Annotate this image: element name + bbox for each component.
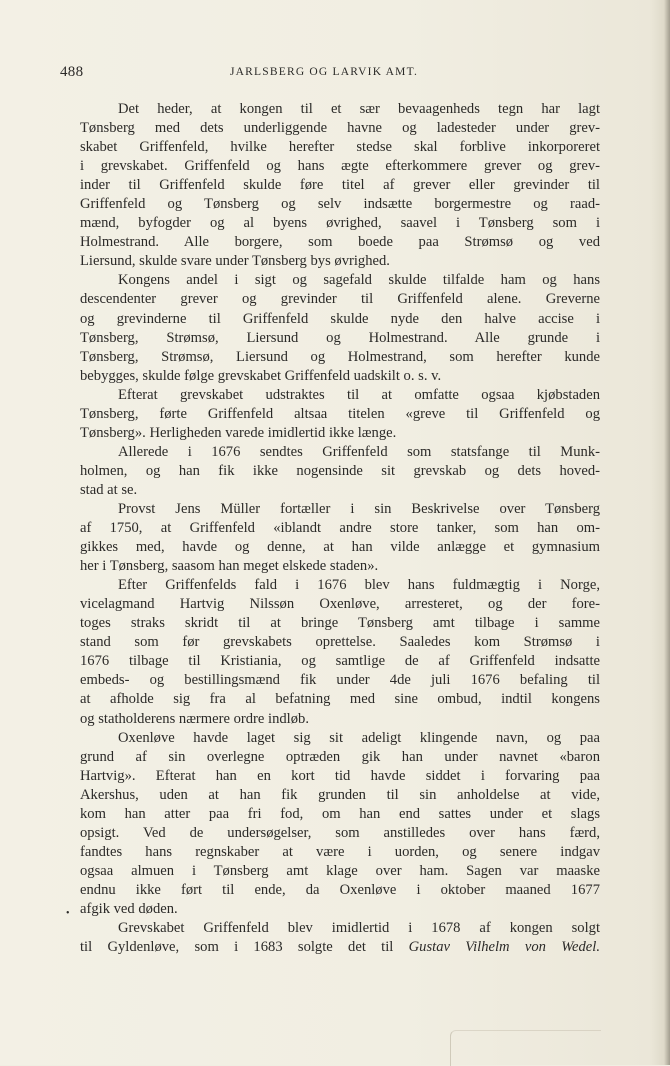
- body-text: [80, 100, 600, 957]
- text-line: stand som før grevskabets oprettelse. Saaledes kom Strømsø i: [80, 634, 600, 651]
- text-line: stad at se.: [80, 481, 138, 498]
- text-line: afgik ved døden.: [80, 900, 178, 917]
- italic-name: Gustav Vilhelm von Wedel.: [408, 939, 600, 956]
- running-title: JARLSBERG OG LARVIK AMT.: [230, 66, 419, 78]
- text-line: af 1750, at Griffenfeld «iblandt andre store tanker, som han om-: [80, 520, 600, 537]
- text-line: Tønsberg, førte Griffenfeld altsaa titelen «greve til Griffenfeld og: [80, 405, 600, 422]
- text-line: fandtes hans regnskaber at være i uorden, og senere indgav: [80, 843, 600, 860]
- text-line: inder til Griffenfeld skulde føre titel af grever eller grevinder til: [80, 177, 600, 194]
- text-line: Provst Jens Müller fortæller i sin Beskrivelse over Tønsberg: [118, 500, 600, 517]
- margin-bullet-mark: •: [66, 908, 70, 919]
- text-line: skabet Griffenfeld, hvilke herefter stedse skal forblive inkorporeret: [80, 139, 600, 156]
- final-text-line: [80, 938, 600, 957]
- text-line: ogsaa almuen i Tønsberg amt klage over ham. Sagen var maaske: [80, 862, 600, 879]
- text-line: bebygges, skulde følge grevskabet Griffenfeld uadskilt o. s. v.: [80, 367, 442, 384]
- text-line: vicelagmand Hartvig Nilssøn Oxenløve, arresteret, og der fore-: [80, 596, 600, 613]
- text-line: og grevinderne til Griffenfeld skulde nyde den halve accise i: [80, 310, 600, 327]
- text-line: i grevskabet. Griffenfeld og hans ægte efterkommere grever og grev-: [80, 158, 600, 175]
- text-line: opsigt. Ved de undersøgelser, som anstilledes over hans færd,: [80, 824, 600, 841]
- text-line: Kongens andel i sigt og sagefald skulde tilfalde ham og hans: [118, 272, 600, 289]
- text-line: endnu ikke ført til ende, da Oxenløve i oktober maaned 1677: [80, 881, 600, 898]
- text-line: Det heder, at kongen til et sær bevaagenheds tegn har lagt: [118, 101, 600, 117]
- page-header: [60, 64, 600, 84]
- text-line: kom han atter paa fri fod, om han end sattes under et slags: [80, 805, 600, 822]
- text-line: Tønsberg med dets underliggende havne og ladesteder under grev-: [80, 120, 600, 137]
- text-line: mænd, byfogder og al byens øvrighed, saavel i Tønsberg som i: [80, 215, 600, 232]
- text-line: 1676 tilbage til Kristiania, og samtlige de af Griffenfeld indsatte: [80, 653, 600, 670]
- text-line: grund af sin overlegne optræden gik han under navnet «baron: [80, 748, 600, 765]
- text-line: at afholde sig fra al befatning med sine ombud, indtil kongens: [80, 691, 600, 708]
- text-line: Holmestrand. Alle borgere, som boede paa Strømsø og ved: [80, 234, 600, 251]
- text-line: Grevskabet Griffenfeld blev imidlertid i 1678 af kongen solgt: [118, 920, 600, 937]
- page-number: 488: [60, 64, 84, 80]
- text-line: embeds- og bestillingsmænd fik under 4de juli 1676 befaling til: [80, 672, 600, 689]
- text-line: her i Tønsberg, saasom han meget elskede staden».: [80, 558, 379, 575]
- text-line: Allerede i 1676 sendtes Griffenfeld som statsfange til Munk-: [118, 443, 600, 460]
- text-line: descendenter grever og grevinder til Griffenfeld alene. Greverne: [80, 291, 600, 308]
- text-line: Tønsberg». Herligheden varede imidlertid ikke længe.: [80, 424, 397, 441]
- text-line: holmen, og han fik ikke nogensinde sit grevskab og dets hoved-: [80, 462, 600, 479]
- text-line: Akershus, uden at han fik grunden til sin anholdelse at vide,: [80, 786, 600, 803]
- text-line: Hartvig». Efterat han en kort tid havde siddet i forvaring paa: [80, 767, 600, 784]
- text-line: toges straks skridt til at bringe Tønsberg amt tilbage i samme: [80, 615, 600, 632]
- text-line: Efterat grevskabet udstraktes til at omfatte ogsaa kjøbstaden: [118, 386, 600, 403]
- page-edge-shadow: [664, 0, 670, 1065]
- page-smudge: [450, 1030, 601, 1066]
- text-line: Efter Griffenfelds fald i 1676 blev hans fuldmægtig i Norge,: [118, 577, 600, 594]
- text-line: Tønsberg, Strømsø, Liersund og Holmestrand, som herefter kunde: [80, 348, 600, 365]
- text-line: Griffenfeld og Tønsberg og selv indsætte borgermestre og raad-: [80, 196, 600, 213]
- text-line: gikkes med, havde og denne, at han vilde anlægge et gymnasium: [80, 539, 600, 556]
- text-line: Liersund, skulde svare under Tønsberg bys øvrighed.: [80, 253, 390, 270]
- final-line-text: til Gyldenløve, som i 1683 solgte det til: [80, 939, 394, 956]
- text-line: og statholderens nærmere ordre indløb.: [80, 710, 309, 727]
- text-line: Oxenløve havde laget sig sit adeligt klingende navn, og paa: [118, 729, 600, 746]
- text-line: Tønsberg, Strømsø, Liersund og Holmestrand. Alle grunde i: [80, 329, 600, 346]
